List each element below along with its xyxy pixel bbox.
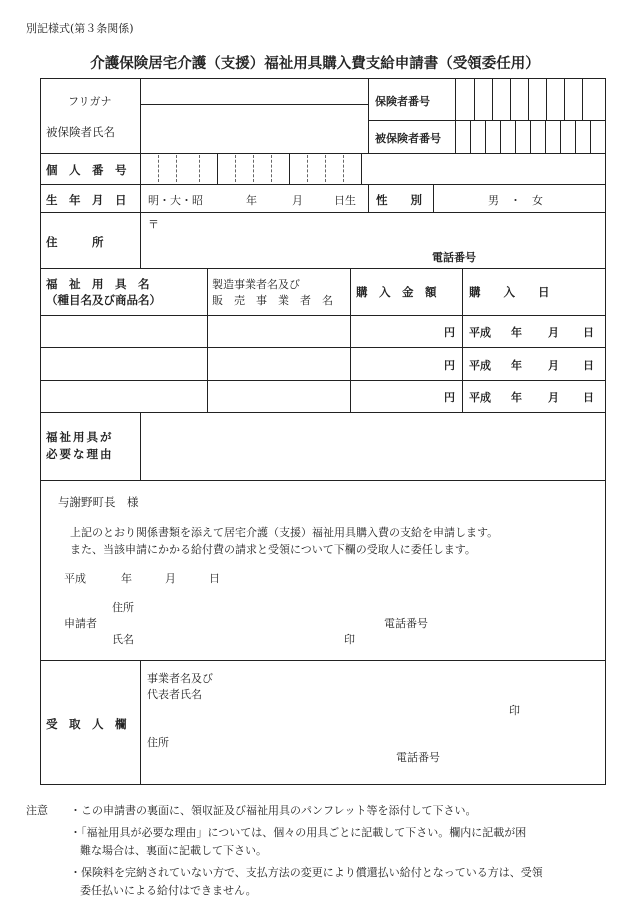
recipient-name-field[interactable] [220, 668, 500, 700]
date-day-unit: 日 [583, 359, 594, 372]
date-era: 平成 [469, 359, 491, 372]
date-day-unit: 日 [583, 326, 594, 339]
recipient-seal: 印 [509, 704, 520, 717]
form-note: 別記様式(第３条関係) [26, 22, 134, 35]
recipient-phone-label: 電話番号 [396, 751, 440, 764]
furigana-field[interactable] [143, 80, 367, 102]
insured-number-field[interactable] [456, 121, 604, 153]
item-name-field[interactable] [41, 316, 206, 346]
note-2: ・「福祉用具が必要な理由」については、個々の用具ごとに記載して下さい。欄内に記載が困 [70, 826, 527, 839]
yen-unit: 円 [444, 326, 455, 339]
maker-field[interactable] [208, 381, 349, 411]
applicant-address-label: 住所 [112, 601, 134, 614]
birth-day-unit: 日生 [334, 194, 356, 207]
date-year-unit: 年 [511, 326, 522, 339]
applicant-name-field[interactable] [140, 629, 340, 643]
recipient-business-label: 事業者名及び [147, 672, 213, 685]
reason-label-2: 必要な理由 [46, 447, 114, 461]
insurer-number-label: 保険者番号 [375, 95, 430, 108]
furigana-label: フリガナ [68, 95, 112, 108]
date-year-unit: 年 [511, 391, 522, 404]
maker-field[interactable] [208, 349, 349, 379]
date-month-unit: 月 [548, 391, 559, 404]
applicant-seal: 印 [344, 633, 355, 646]
yen-unit: 円 [444, 359, 455, 372]
page-title: 介護保険居宅介護（支援）福祉用具購入費支給申請書（受領委任用） [90, 56, 540, 72]
address-field[interactable] [160, 216, 600, 244]
birth-month-unit: 月 [292, 194, 303, 207]
recipient-representative-label: 代表者氏名 [147, 688, 202, 701]
postal-mark: 〒 [148, 218, 159, 231]
notes-label: 注意 [26, 804, 48, 817]
gender-label: 性 別 [376, 193, 422, 207]
note-3-cont: 委任払いによる給付はできません。 [80, 884, 257, 897]
note-3: ・保険料を完納されていない方で、支払方法の変更により償還払い給付となっている方は、受領 [70, 866, 543, 879]
col-maker: 製造事業者名及び [212, 278, 300, 291]
date-day-unit: 日 [583, 391, 594, 404]
insured-number-label: 被保険者番号 [375, 132, 441, 145]
gender-options[interactable]: 男 ・ 女 [488, 194, 543, 207]
application-date-year: 年 [121, 572, 132, 585]
date-era: 平成 [469, 391, 491, 404]
personal-number-field[interactable] [141, 154, 361, 184]
applicant-address-field[interactable] [140, 597, 360, 611]
insurer-number-field[interactable] [456, 79, 604, 119]
reason-label: 福祉用具が [46, 430, 114, 444]
application-body-2: また、当該申請にかかる給付費の請求と受領について下欄の受取人に委任します。 [70, 543, 476, 556]
application-date-day: 日 [209, 572, 220, 585]
yen-unit: 円 [444, 391, 455, 404]
date-era: 平成 [469, 326, 491, 339]
recipient-label: 受 取 人 欄 [46, 717, 127, 731]
item-name-field[interactable] [41, 381, 206, 411]
col-date: 購 入 日 [469, 285, 550, 299]
date-month-unit: 月 [548, 359, 559, 372]
reason-field[interactable] [143, 414, 603, 478]
note-2-cont: 難な場合は、裏面に記載して下さい。 [80, 844, 267, 857]
applicant-name-label: 氏名 [112, 633, 134, 646]
application-date-month: 月 [165, 572, 176, 585]
date-year-unit: 年 [511, 359, 522, 372]
application-date-era: 平成 [64, 572, 86, 585]
col-item-name: 福 祉 用 具 名 [46, 277, 150, 291]
birth-year-unit: 年 [246, 194, 257, 207]
recipient-address-field[interactable] [180, 732, 480, 746]
maker-field[interactable] [208, 316, 349, 346]
insured-name-field[interactable] [143, 106, 367, 151]
applicant-label: 申請者 [64, 617, 97, 630]
addressee: 与謝野町長 様 [58, 495, 139, 509]
col-amount: 購 入 金 額 [356, 285, 437, 299]
date-month-unit: 月 [548, 326, 559, 339]
insured-name-label: 被保険者氏名 [46, 125, 115, 139]
birth-era-options[interactable]: 明・大・昭 [148, 194, 203, 207]
personal-number-label: 個 人 番 号 [46, 163, 127, 177]
applicant-phone-field[interactable] [440, 613, 590, 627]
col-seller: 販 売 事 業 者 名 [212, 294, 333, 307]
note-1: ・この申請書の裏面に、領収証及び福祉用具のパンフレット等を添付して下さい。 [70, 804, 477, 817]
col-item-detail: （種目名及び商品名） [46, 293, 161, 307]
item-name-field[interactable] [41, 349, 206, 379]
address-phone-label: 電話番号 [432, 251, 476, 264]
application-body-1: 上記のとおり関係書類を添えて居宅介護（支援）福祉用具購入費の支給を申請します。 [70, 526, 499, 539]
applicant-phone-label: 電話番号 [384, 617, 428, 630]
birth-date-label: 生 年 月 日 [46, 193, 127, 207]
address-label: 住 所 [46, 235, 104, 249]
recipient-address-label: 住所 [147, 736, 169, 749]
